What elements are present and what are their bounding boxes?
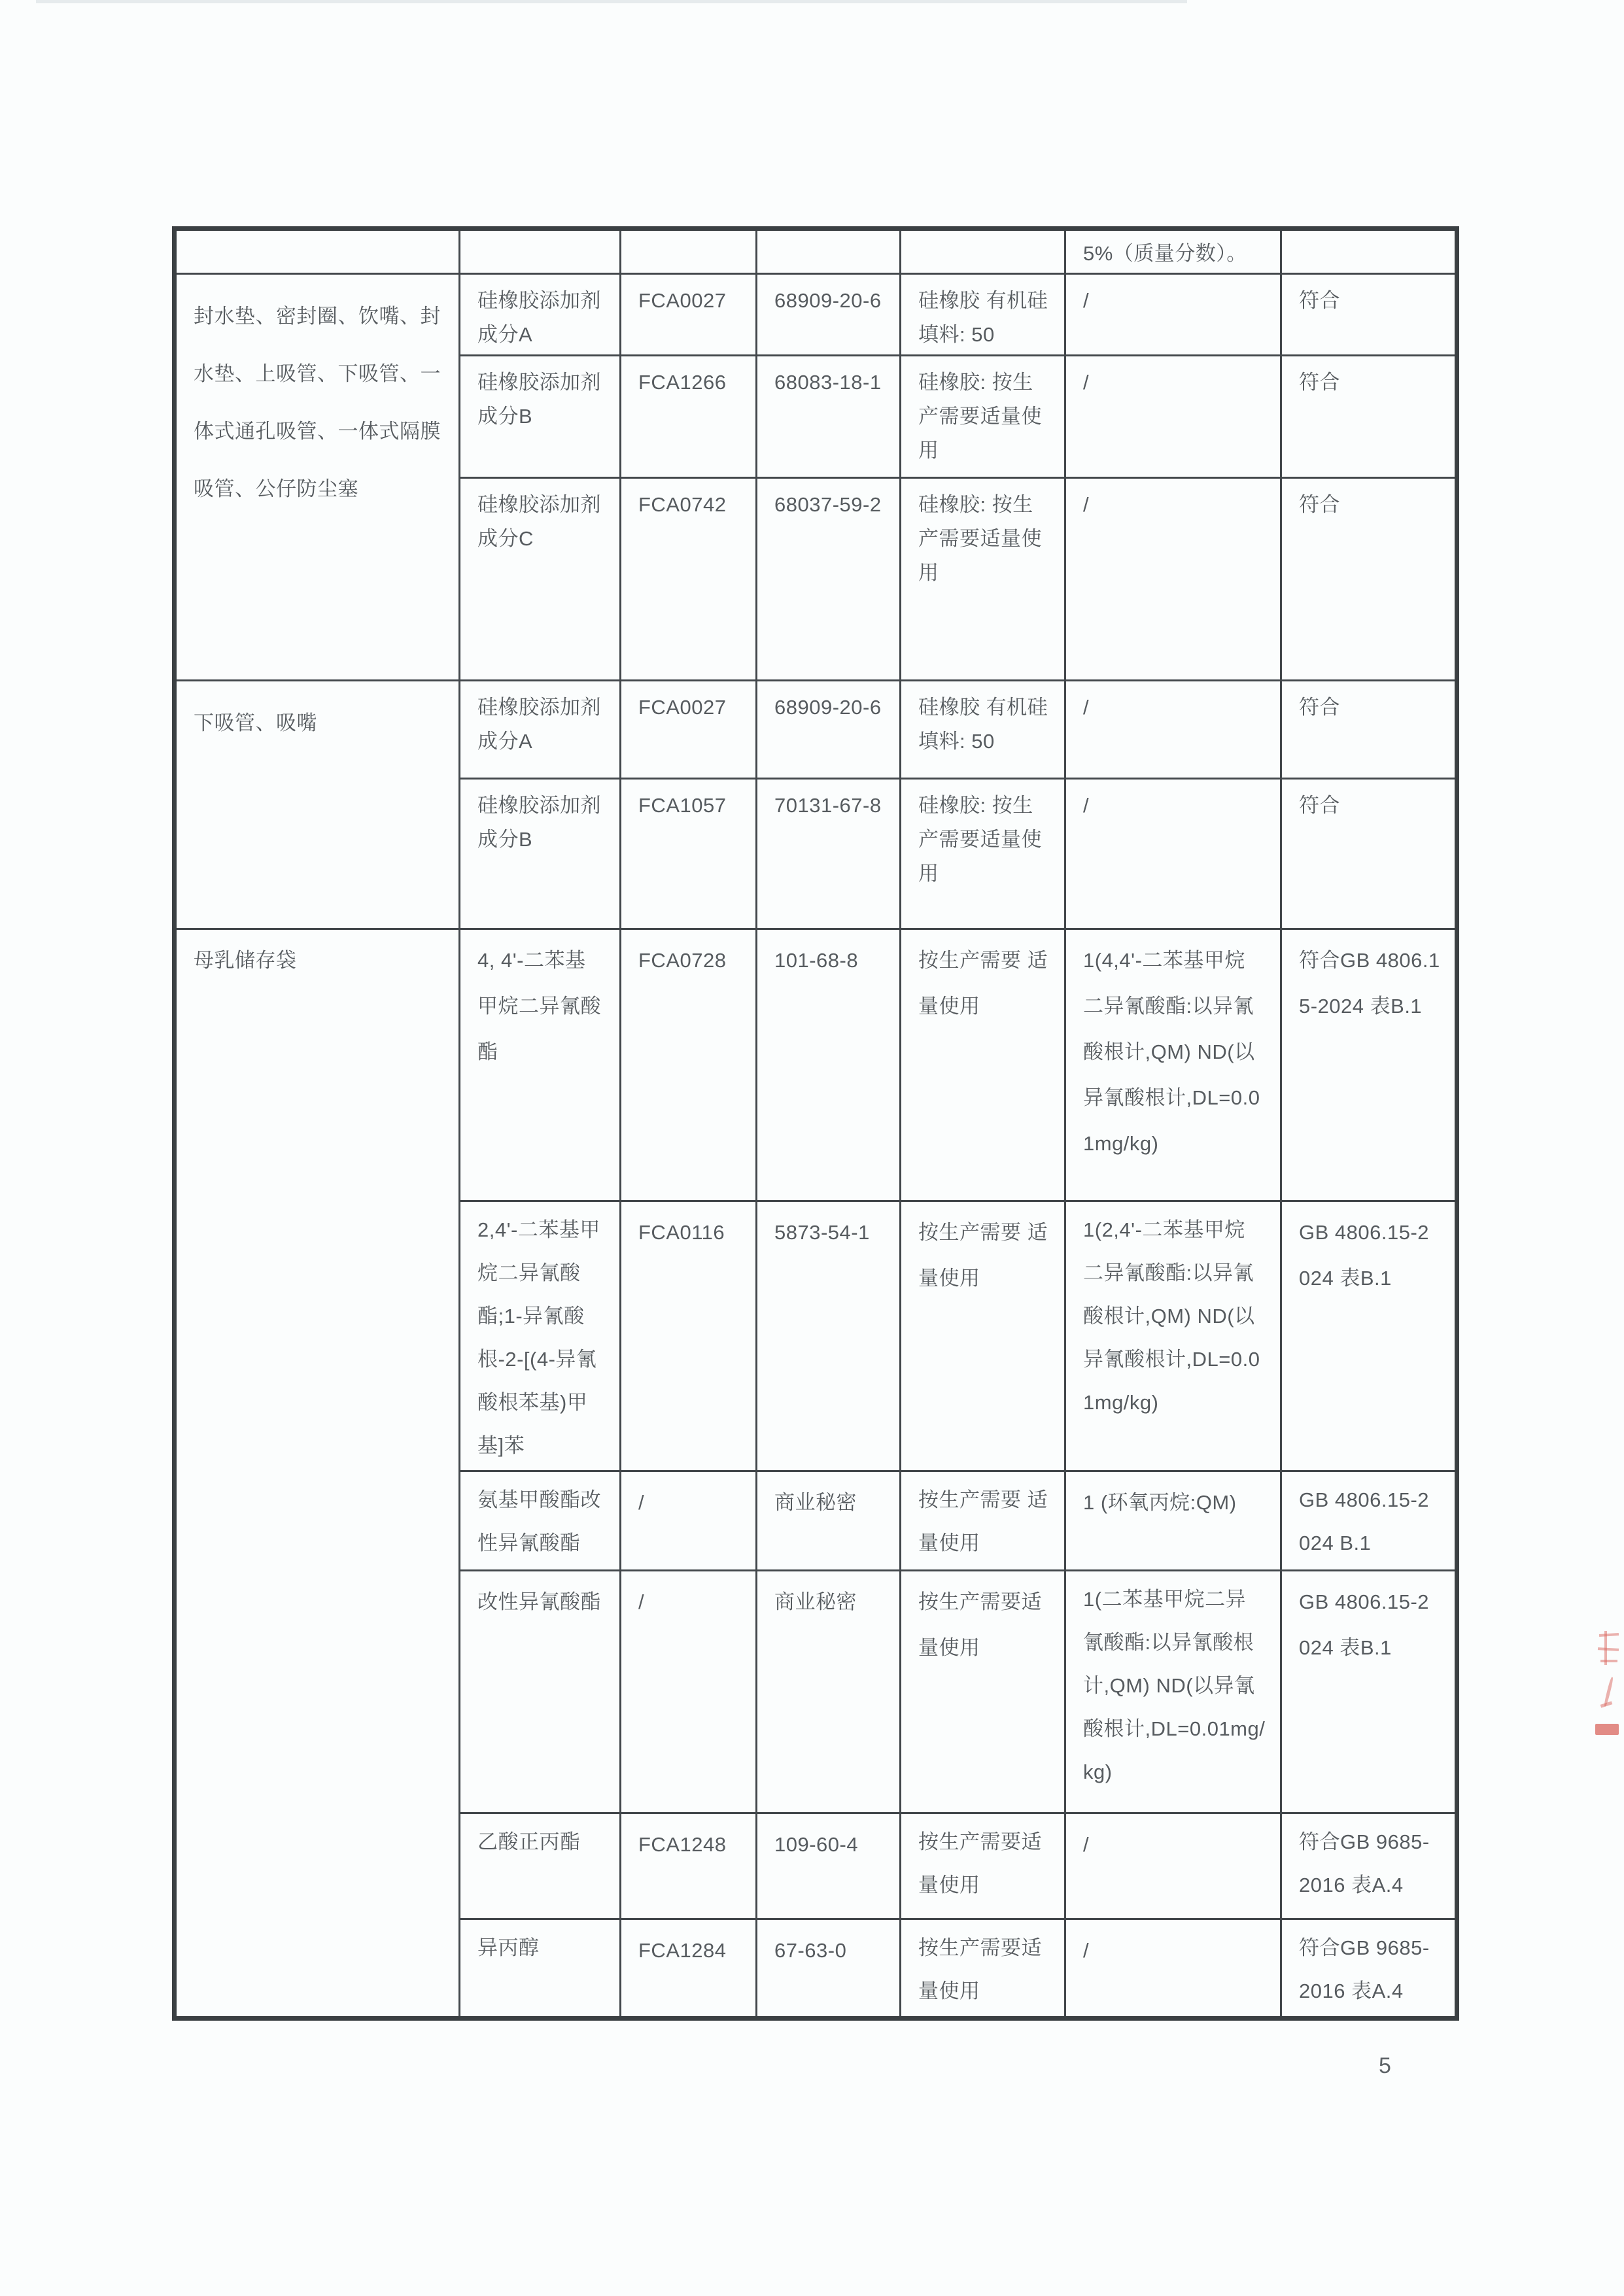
usage-cell: 按生产需要 适量使用: [901, 1201, 1065, 1471]
restriction-cell: /: [1065, 1919, 1281, 2019]
compliance-cell: GB 4806.15-2024 表B.1: [1281, 1571, 1457, 1813]
part-cell: [175, 229, 460, 274]
part-cell: 下吸管、吸嘴: [175, 681, 460, 929]
restriction-cell: /: [1065, 356, 1281, 478]
fca-cell: FCA0027: [621, 681, 757, 779]
compliance-cell: [1281, 229, 1457, 274]
restriction-cell: /: [1065, 274, 1281, 356]
compliance-cell: GB 4806.15-2024 表B.1: [1281, 1201, 1457, 1471]
substance-cell: 硅橡胶添加剂成分B: [460, 779, 621, 929]
cas-cell: 商业秘密: [757, 1571, 901, 1813]
usage-cell: 硅橡胶: 按生产需要适量使用: [901, 356, 1065, 478]
fca-cell: FCA0116: [621, 1201, 757, 1471]
table-row: [175, 274, 1457, 356]
usage-cell: 按生产需要适量使用: [901, 1571, 1065, 1813]
usage-cell: 按生产需要 适量使用: [901, 1471, 1065, 1571]
fca-cell: [621, 229, 757, 274]
red-stamp-fragment: [1590, 1630, 1624, 1744]
page-number: 5: [1379, 2053, 1392, 2078]
substance-cell: 2,4'-二苯基甲烷二异氰酸酯;1-异氰酸根-2-[(4-异氰酸根苯基)甲基]苯: [460, 1201, 621, 1471]
compliance-cell: GB 4806.15-2024 B.1: [1281, 1471, 1457, 1571]
compliance-cell: 符合: [1281, 478, 1457, 681]
fca-cell: FCA0742: [621, 478, 757, 681]
cas-cell: 70131-67-8: [757, 779, 901, 929]
scan-artifact-streak: [36, 0, 1187, 3]
cas-cell: 101-68-8: [757, 929, 901, 1201]
part-cell: 母乳储存袋: [175, 929, 460, 2019]
fca-cell: FCA1284: [621, 1919, 757, 2019]
compliance-cell: 符合GB 9685-2016 表A.4: [1281, 1813, 1457, 1919]
table-row: [175, 229, 1457, 274]
fca-cell: FCA0728: [621, 929, 757, 1201]
fca-cell: FCA0027: [621, 274, 757, 356]
usage-cell: 按生产需要适量使用: [901, 1813, 1065, 1919]
restriction-cell: /: [1065, 681, 1281, 779]
fca-cell: /: [621, 1571, 757, 1813]
compliance-cell: 符合: [1281, 681, 1457, 779]
cas-cell: 5873-54-1: [757, 1201, 901, 1471]
restriction-cell: 1(4,4'-二苯基甲烷二异氰酸酯:以异氰酸根计,QM) ND(以异氰酸根计,DL=0.01mg/kg): [1065, 929, 1281, 1201]
cas-cell: 67-63-0: [757, 1919, 901, 2019]
usage-cell: 按生产需要 适量使用: [901, 929, 1065, 1201]
substance-cell: 硅橡胶添加剂成分B: [460, 356, 621, 478]
compliance-cell: 符合: [1281, 779, 1457, 929]
usage-cell: 硅橡胶 有机硅填料: 50: [901, 681, 1065, 779]
substance-cell: 改性异氰酸酯: [460, 1571, 621, 1813]
compliance-cell: 符合GB 4806.15-2024 表B.1: [1281, 929, 1457, 1201]
restriction-cell: /: [1065, 779, 1281, 929]
part-cell: 封水垫、密封圈、饮嘴、封水垫、上吸管、下吸管、一体式通孔吸管、一体式隔膜吸管、公仔防尘塞: [175, 274, 460, 681]
restriction-cell: 1 (环氧丙烷:QM): [1065, 1471, 1281, 1571]
cas-cell: 109-60-4: [757, 1813, 901, 1919]
restriction-cell: 1(二苯基甲烷二异氰酸酯:以异氰酸根计,QM) ND(以异氰酸根计,DL=0.01mg/kg): [1065, 1571, 1281, 1813]
cas-cell: 68909-20-6: [757, 681, 901, 779]
restriction-cell: /: [1065, 1813, 1281, 1919]
cas-cell: 商业秘密: [757, 1471, 901, 1571]
compliance-cell: 符合: [1281, 274, 1457, 356]
fca-cell: FCA1248: [621, 1813, 757, 1919]
usage-cell: 硅橡胶: 按生产需要适量使用: [901, 478, 1065, 681]
cas-cell: 68037-59-2: [757, 478, 901, 681]
fca-cell: FCA1057: [621, 779, 757, 929]
restriction-cell: 5%（质量分数）。: [1065, 229, 1281, 274]
substance-table: [172, 226, 1459, 2021]
table-row: [175, 681, 1457, 779]
fca-cell: FCA1266: [621, 356, 757, 478]
compliance-cell: 符合GB 9685-2016 表A.4: [1281, 1919, 1457, 2019]
usage-cell: 按生产需要适量使用: [901, 1919, 1065, 2019]
table-row: [175, 929, 1457, 1201]
substance-cell: 氨基甲酸酯改性异氰酸酯: [460, 1471, 621, 1571]
usage-cell: [901, 229, 1065, 274]
substance-cell: 硅橡胶添加剂成分A: [460, 681, 621, 779]
restriction-cell: /: [1065, 478, 1281, 681]
substance-cell: 4, 4'-二苯基甲烷二异氰酸酯: [460, 929, 621, 1201]
compliance-cell: 符合: [1281, 356, 1457, 478]
cas-cell: 68083-18-1: [757, 356, 901, 478]
fca-cell: /: [621, 1471, 757, 1571]
usage-cell: 硅橡胶 有机硅填料: 50: [901, 274, 1065, 356]
cas-cell: 68909-20-6: [757, 274, 901, 356]
substance-cell: 硅橡胶添加剂成分A: [460, 274, 621, 356]
substance-cell: [460, 229, 621, 274]
substance-cell: 硅橡胶添加剂成分C: [460, 478, 621, 681]
usage-cell: 硅橡胶: 按生产需要适量使用: [901, 779, 1065, 929]
cas-cell: [757, 229, 901, 274]
restriction-cell: 1(2,4'-二苯基甲烷二异氰酸酯:以异氰酸根计,QM) ND(以异氰酸根计,DL=0.01mg/kg): [1065, 1201, 1281, 1471]
substance-cell: 乙酸正丙酯: [460, 1813, 621, 1919]
substance-cell: 异丙醇: [460, 1919, 621, 2019]
